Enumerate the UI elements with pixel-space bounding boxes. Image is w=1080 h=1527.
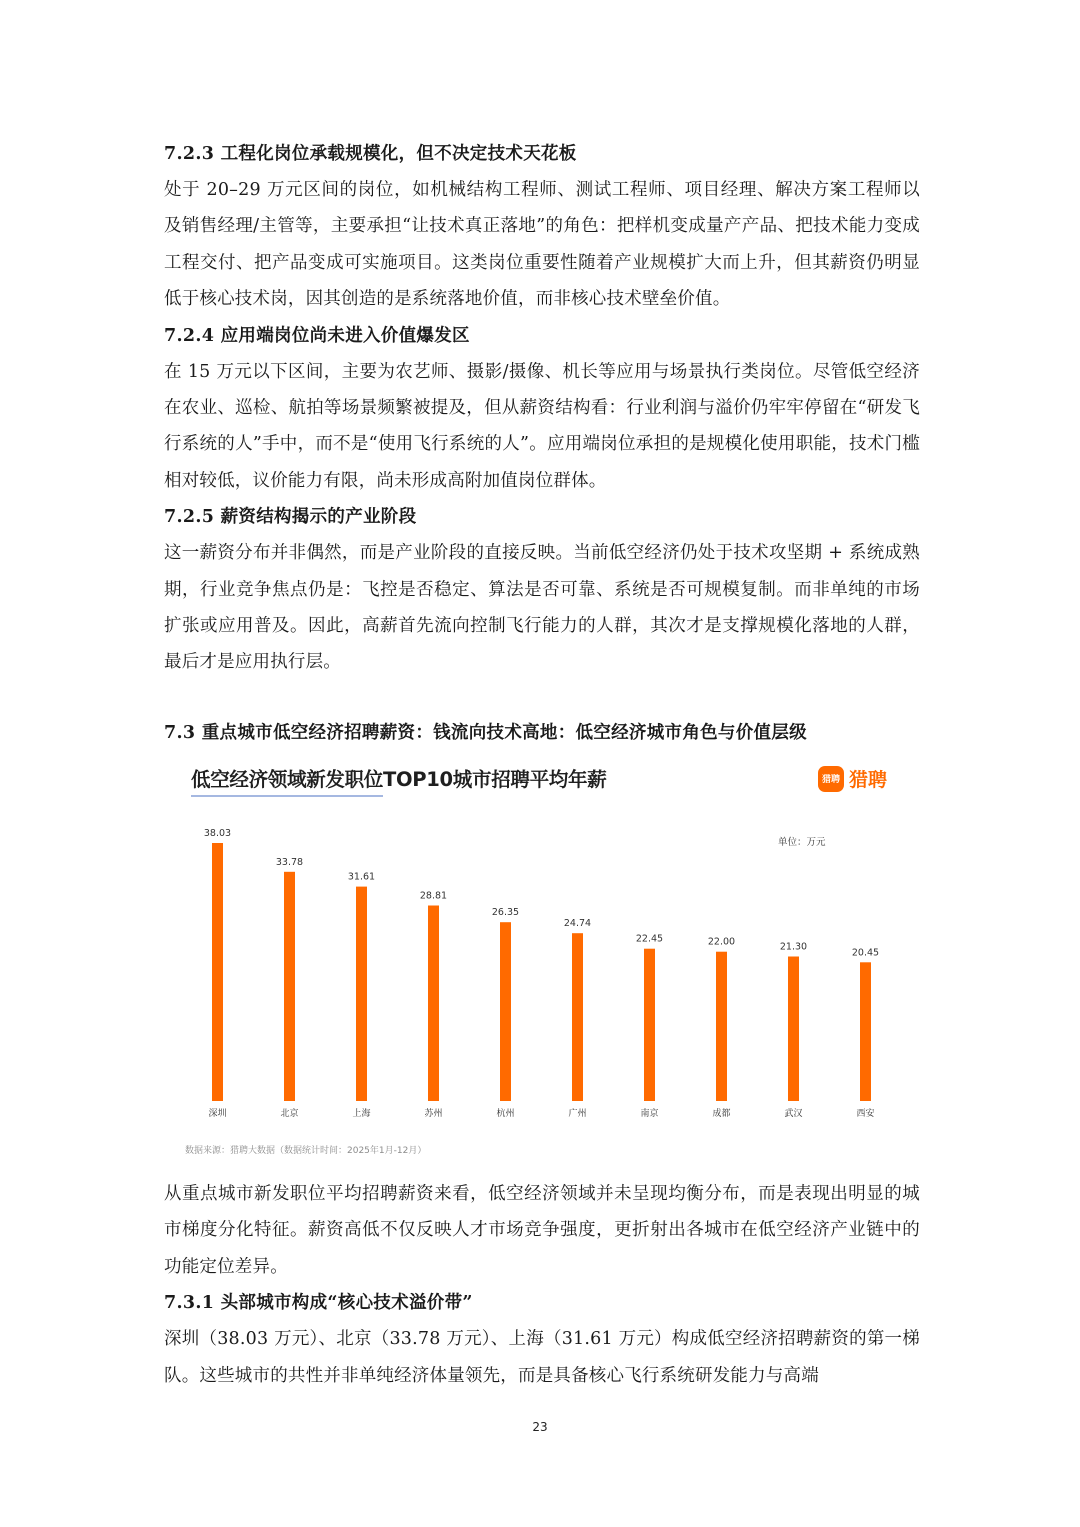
category-label: 南京 xyxy=(640,1109,659,1119)
heading-7-3: 7.3 重点城市低空经济招聘薪资：钱流向技术高地：低空经济城市角色与价值层级 xyxy=(164,723,807,743)
heading-7-3-1: 7.3.1 头部城市构成“核心技术溢价带” xyxy=(164,1293,473,1314)
category-label: 武汉 xyxy=(784,1109,803,1119)
bar-value-label: 22.45 xyxy=(635,933,664,945)
bar-7 xyxy=(716,952,727,1101)
paragraph-7-2-3: 处于 20–29 万元区间的岗位，如机械结构工程师、测试工程师、项目经理、解决方案工程师以及销售经理/主管等，主要承担“让技术真正落地”的角色：把样机变成量产产品、把技术能力变成工程交付、把产品变成可实施项目。这类岗位重要性随着产业规模扩大而上升，但其薪资仍明显低于核心技术岗，因其创造的是系统落地价值，而非核心技术壁垒价值。 xyxy=(164,180,920,310)
category-label: 苏州 xyxy=(424,1109,443,1119)
section-7-2-content xyxy=(164,136,920,681)
bar-value-label: 33.78 xyxy=(275,856,304,868)
heading-7-2-5: 7.2.5 薪资结构揭示的产业阶段 xyxy=(164,507,417,528)
bar-value-label: 28.81 xyxy=(419,890,448,902)
paragraph-7-3-1: 深圳（38.03 万元）、北京（33.78 万元）、上海（31.61 万元）构成低空经济招聘薪资的第一梯队。这些城市的共性并非单纯经济体量领先，而是具备核心飞行系统研发能力与高端 xyxy=(164,1329,920,1386)
bar-value-label: 31.61 xyxy=(347,871,376,883)
bar-value-label: 38.03 xyxy=(203,828,232,839)
bar-value-label: 24.74 xyxy=(563,918,592,930)
heading-7-2-3: 7.2.3 工程化岗位承载规模化，但不决定技术天花板 xyxy=(164,144,577,164)
chart-source-note: 数据来源：猎聘大数据（数据统计时间：2025年1月-12月） xyxy=(185,1146,427,1156)
category-label: 深圳 xyxy=(208,1109,227,1119)
paragraph-7-2-5: 这一薪资分布并非偶然，而是产业阶段的直接反映。当前低空经济仍处于技术攻坚期 + 系统成熟期，行业竞争焦点仍是：飞控是否稳定、算法是否可靠、系统是否可规模复制。而非单纯的市场扩张或应用普及。因此，高薪首先流向控制飞行能力的人群，其次才是支撑规模化落地的人群，最后才是应用执行层。 xyxy=(164,543,920,673)
paragraph-7-2-4: 在 15 万元以下区间，主要为农艺师、摄影/摄像、机长等应用与场景执行类岗位。尽管低空经济在农业、巡检、航拍等场景频繁被提及，但从薪资结构看：行业利润与溢价仍牢牢停留在“研发飞行系统的人”手中，而不是“使用飞行系统的人”。应用端岗位承担的是规模化使用职能，技术门槛相对较低，议价能力有限，尚未形成高附加值岗位群体。 xyxy=(164,361,920,491)
section-7-3-content xyxy=(164,1176,920,1394)
bar-8 xyxy=(788,957,799,1102)
chart-unit-label: 单位：万元 xyxy=(778,837,826,848)
category-label: 广州 xyxy=(568,1109,587,1119)
chart-title: 低空经济领域新发职位TOP10城市招聘平均年薪 xyxy=(191,768,607,791)
category-label: 西安 xyxy=(856,1109,875,1119)
category-label: 上海 xyxy=(352,1109,371,1119)
liepin-logo-icon: 猎聘 xyxy=(818,766,844,792)
chart-plot-area xyxy=(180,758,900,1138)
category-label: 成都 xyxy=(712,1109,731,1119)
bar-1 xyxy=(284,872,295,1101)
bar-0 xyxy=(212,843,223,1101)
category-label: 杭州 xyxy=(496,1109,515,1119)
bar-2 xyxy=(356,887,367,1101)
bar-value-label: 22.00 xyxy=(707,936,736,948)
bar-4 xyxy=(500,922,511,1101)
bar-value-label: 26.35 xyxy=(491,907,520,919)
bar-value-label: 21.30 xyxy=(779,941,808,953)
category-label: 北京 xyxy=(280,1109,299,1119)
page-number: 23 xyxy=(532,1420,548,1434)
bar-3 xyxy=(428,906,439,1102)
bar-9 xyxy=(860,962,871,1101)
bar-value-label: 20.45 xyxy=(851,947,880,959)
heading-7-2-4: 7.2.4 应用端岗位尚未进入价值爆发区 xyxy=(164,325,470,346)
paragraph-7-3-intro: 从重点城市新发职位平均招聘薪资来看，低空经济领域并未呈现均衡分布，而是表现出明显的城市梯度分化特征。薪资高低不仅反映人才市场竞争强度，更折射出各城市在低空经济产业链中的功能定位差异。 xyxy=(164,1184,920,1277)
bar-5 xyxy=(572,933,583,1101)
liepin-brand-name: 猎聘 xyxy=(849,769,888,791)
salary-bar-chart xyxy=(180,758,900,1163)
bar-6 xyxy=(644,949,655,1101)
